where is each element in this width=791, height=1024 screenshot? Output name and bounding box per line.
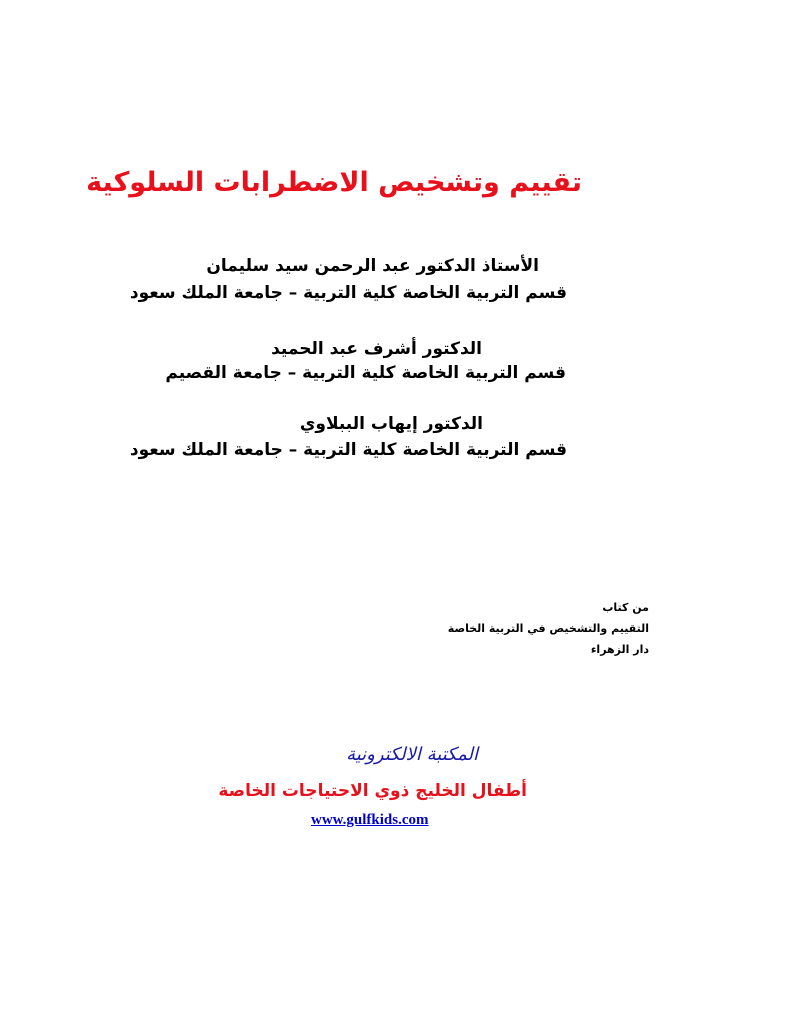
source-publisher: دار الزهراء <box>590 643 649 656</box>
author-3-department: قسم التربية الخاصة كلية التربية – جامعة الملك سعود <box>129 440 567 460</box>
author-1-department: قسم التربية الخاصة كلية التربية – جامعة الملك سعود <box>129 283 567 303</box>
author-3-name: الدكتور إيهاب الببلاوي <box>299 414 483 434</box>
author-1-name: الأستاذ الدكتور عبد الرحمن سيد سليمان <box>206 256 539 276</box>
organization-name: أطفال الخليج ذوي الاحتياجات الخاصة <box>218 781 527 801</box>
library-label: المكتبة الالكترونية <box>346 744 478 765</box>
author-2-name: الدكتور أشرف عبد الحميد <box>271 339 482 359</box>
document-title: تقييم وتشخيص الاضطرابات السلوكية <box>86 167 582 198</box>
author-2-department: قسم التربية الخاصة كلية التربية – جامعة القصيم <box>165 363 566 383</box>
source-book-title: التقييم والتشخيص في التربية الخاصة <box>447 622 649 635</box>
source-from-label: من كتاب <box>602 601 649 614</box>
website-link[interactable]: www.gulfkids.com <box>311 812 429 828</box>
